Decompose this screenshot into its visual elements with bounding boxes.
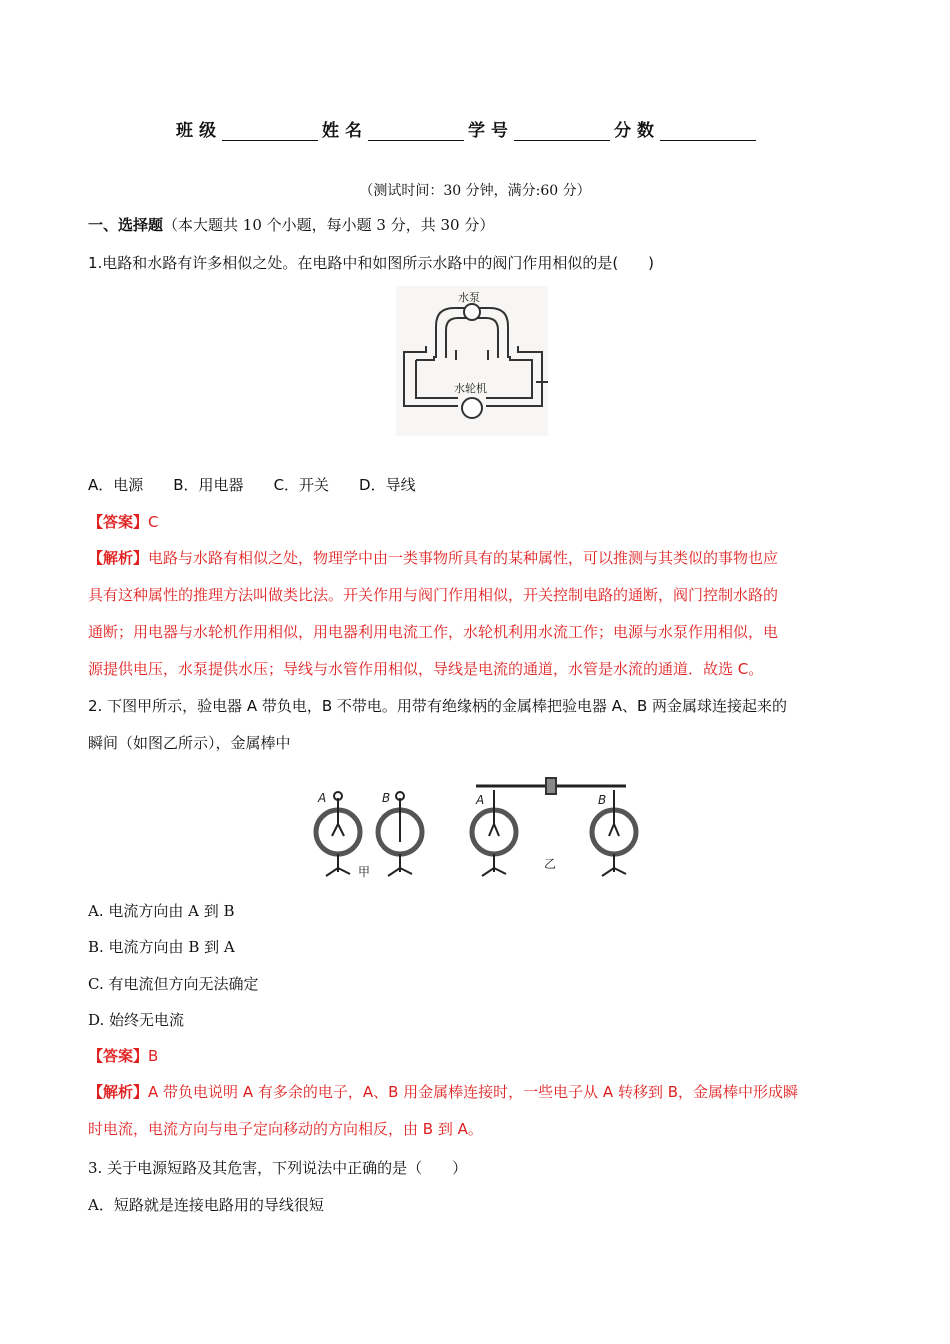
question-1-answer [88,511,159,532]
q1-option-d: D．导线 [359,476,416,494]
student-id-label: 学号 [468,121,514,141]
analysis-line: 具有这种属性的推理方法叫做类比法。开关作用与阀门作用相似，开关控制电路的通断，阀门控制水路的 [88,586,779,604]
answer-label: 【答案】 [88,1047,149,1065]
label-a-yi: A [476,793,485,807]
q1-option-b: B．用电器 [173,476,244,494]
label-yi: 乙 [544,857,557,871]
stem-line: 瞬间（如图乙所示），金属棒中 [88,734,291,752]
class-blank [222,122,318,141]
q2-option-c: C. 有电流但方向无法确定 [88,975,259,993]
question-2-stem [88,688,858,762]
question-1-options [88,474,446,495]
section-title: 一、选择题 [88,216,164,234]
question-3-stem: 3. 关于电源短路及其危害，下列说法中正确的是（ ） [88,1159,468,1177]
label-jia: 甲 [358,865,371,879]
analysis-line: A 带负电说明 A 有多余的电子，A、B 用金属棒连接时，一些电子从 A 转移到 B，金属棒中形成瞬 [148,1083,799,1101]
student-info-header [176,116,760,141]
label-b-yi: B [598,793,607,807]
label-b-jia: B [382,791,391,805]
q2-option-d: D. 始终无电流 [88,1011,185,1029]
analysis-line: 电路与水路有相似之处，物理学中由一类事物所具有的某种属性，可以推测与其类似的事物也应 [148,549,779,567]
q1-option-c: C．开关 [273,476,330,494]
answer-value: B [148,1047,159,1065]
score-label: 分数 [614,121,660,141]
question-2-answer [88,1045,158,1066]
analysis-line: 通断；用电器与水轮机作用相似，用电器利用电流工作，水轮机利用水流工作；电源与水泵作用相似，电 [88,623,779,641]
question-2-analysis [88,1074,858,1148]
analysis-label: 【解析】 [88,549,149,567]
section-heading [88,214,494,235]
class-label: 班级 [176,121,222,141]
q2-option-a: A. 电流方向由 A 到 B [88,902,235,920]
analysis-line: 时电流，电流方向与电子定向移动的方向相反，由 B 到 A。 [88,1120,483,1138]
q2-option-b: B. 电流方向由 B 到 A [88,938,235,956]
name-label: 姓名 [322,121,368,141]
name-blank [368,122,464,141]
answer-value: C [148,513,159,531]
score-blank [660,122,756,141]
analysis-label: 【解析】 [88,1083,149,1101]
student-id-blank [514,122,610,141]
water-circuit-figure [396,286,548,436]
test-info: （测试时间：30 分钟，满分:60 分） [359,183,591,199]
analysis-line: 源提供电压，水泵提供水压；导线与水管作用相似，导线是电流的通道，水管是水流的通道．故选 C。 [88,660,764,678]
question-1-stem: 1.电路和水路有许多相似之处。在电路中和如图所示水路中的阀门作用相似的是( ) [88,254,655,272]
section-note: （本大题共 10 个小题，每小题 3 分，共 30 分） [163,216,495,234]
electroscope-figure [308,776,648,882]
q1-option-a: A．电源 [88,476,144,494]
label-a-jia: A [318,791,327,805]
stem-line: 2. 下图甲所示，验电器 A 带负电，B 不带电。用带有绝缘柄的金属棒把验电器 A、B 两金属球连接起来的 [88,697,788,715]
q3-option-a: A．短路就是连接电路用的导线很短 [88,1196,324,1214]
answer-label: 【答案】 [88,513,149,531]
question-1-analysis [88,540,858,688]
turbine-label: 水轮机 [454,382,487,395]
pump-label: 水泵 [458,291,480,304]
